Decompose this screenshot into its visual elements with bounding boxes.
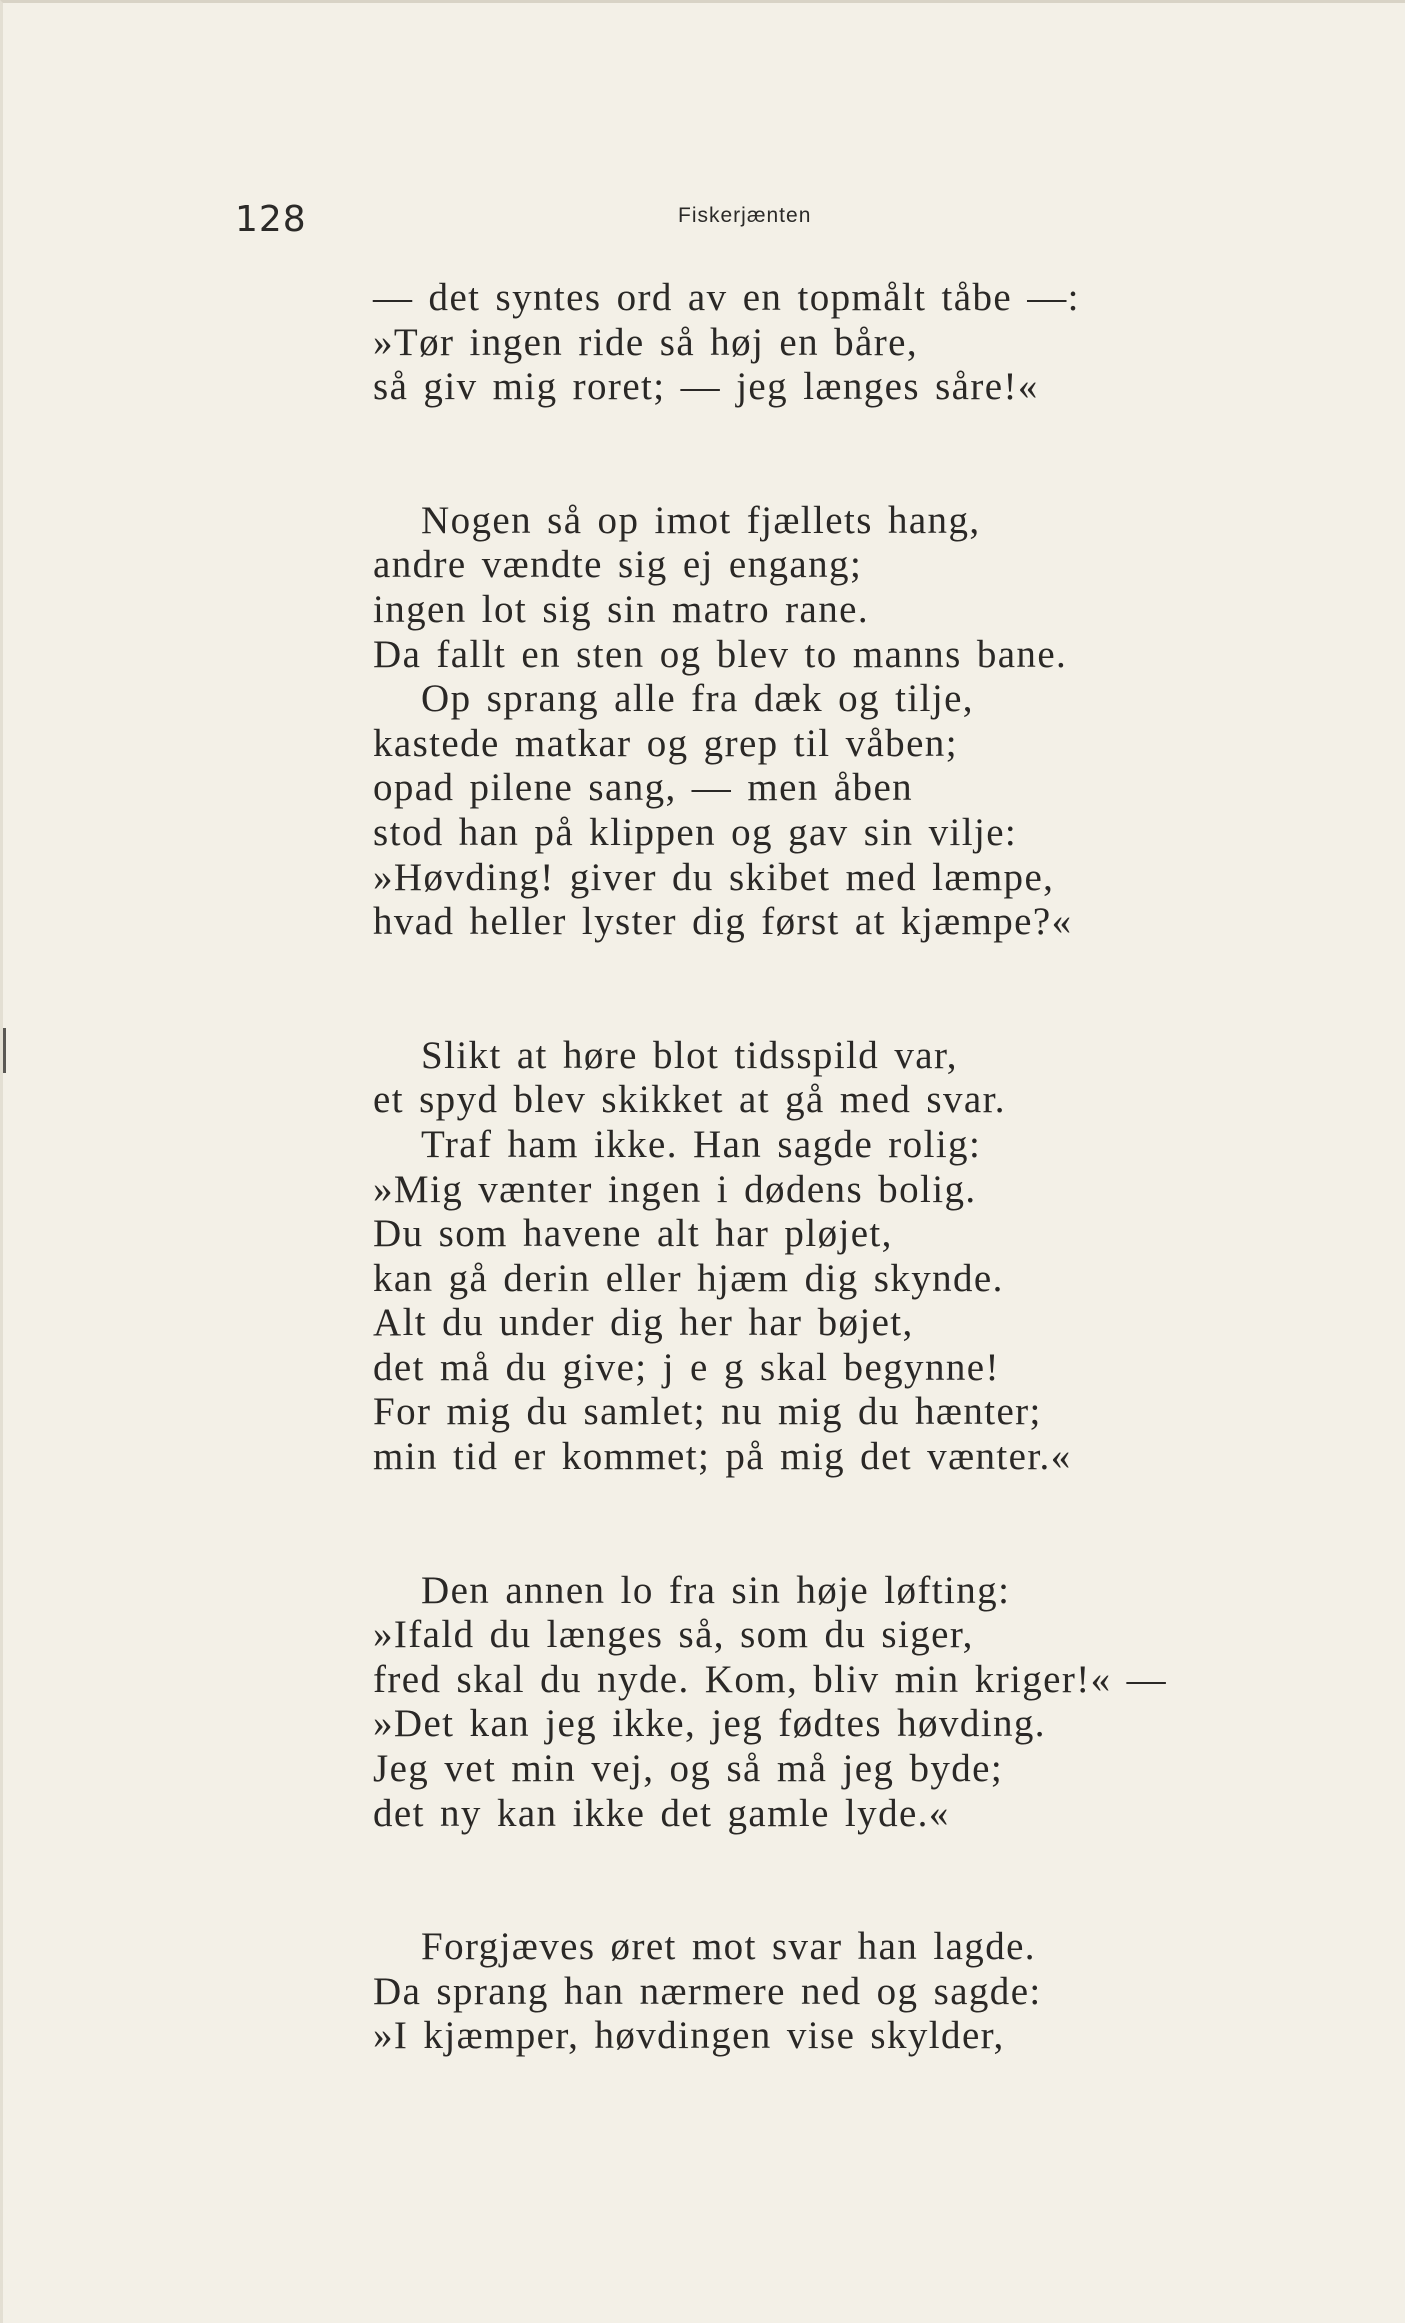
stanza [373, 499, 1273, 945]
verse-line: »Ifald du længes så, som du siger, [373, 1613, 974, 1657]
verse-line: et spyd blev skikket at gå med svar. [373, 1078, 1006, 1122]
verse-line: Slikt at høre blot tidsspild var, [421, 1033, 958, 1077]
verse-line: fred skal du nyde. Kom, bliv min kriger!« — [373, 1657, 1168, 1701]
verse-line: Jeg vet min vej, og så må jeg byde; [373, 1747, 1004, 1791]
verse-line: kastede matkar og grep til våben; [373, 721, 958, 765]
verse-line: Du som havene alt har pløjet, [373, 1212, 893, 1256]
stanza [373, 276, 1273, 410]
verse-line: Forgjæves øret mot svar han lagde. [421, 1925, 1036, 1969]
verse-line: — det syntes ord av en topmålt tåbe —: [373, 276, 1080, 319]
verse-line: »Mig vænter ingen i dødens bolig. [373, 1167, 977, 1211]
verse-line: »Høvding! giver du skibet med læmpe, [373, 855, 1055, 899]
verse-line: For mig du samlet; nu mig du hænter; [373, 1390, 1042, 1434]
verse-line: Den annen lo fra sin høje løfting: [421, 1568, 1011, 1612]
verse-line: det ny kan ikke det gamle lyde.« [373, 1791, 950, 1835]
verse-line: Da sprang han nærmere ned og sagde: [373, 1969, 1042, 2013]
verse-line: Nogen så op imot fjællets hang, [421, 498, 981, 542]
verse-line: hvad heller lyster dig først at kjæmpe?« [373, 900, 1073, 944]
verse-line: stod han på klippen og gav sin vilje: [373, 810, 1018, 854]
verse-line: Alt du under dig her har bøjet, [373, 1301, 914, 1345]
verse-line: »Det kan jeg ikke, jeg fødtes høvding. [373, 1702, 1046, 1746]
verse-line: ingen lot sig sin matro rane. [373, 587, 870, 631]
page-edge-mark [3, 1028, 6, 1073]
stanza [373, 1569, 1273, 1837]
verse-line: andre vændte sig ej engang; [373, 543, 863, 587]
poem-body [373, 276, 1273, 2148]
stanza [373, 1034, 1273, 1480]
verse-line: »Tør ingen ride så høj en båre, [373, 320, 918, 364]
verse-line: Da fallt en sten og blev to manns bane. [373, 632, 1068, 676]
verse-line: Op sprang alle fra dæk og tilje, [421, 677, 974, 721]
verse-line: så giv mig roret; — jeg længes såre!« [373, 365, 1039, 409]
page-number: 128 [235, 199, 307, 240]
verse-line: kan gå derin eller hjæm dig skynde. [373, 1256, 1004, 1300]
verse-line: »I kjæmper, høvdingen vise skylder, [373, 2014, 1005, 2058]
stanza [373, 1925, 1273, 2059]
verse-line: min tid er kommet; på mig det vænter.« [373, 1435, 1072, 1479]
verse-line: opad pilene sang, — men åben [373, 766, 914, 810]
verse-line: Traf ham ikke. Han sagde rolig: [421, 1122, 982, 1166]
verse-line: det må du give; j e g skal begynne! [373, 1345, 1000, 1389]
running-head: Fiskerjænten [678, 204, 812, 227]
